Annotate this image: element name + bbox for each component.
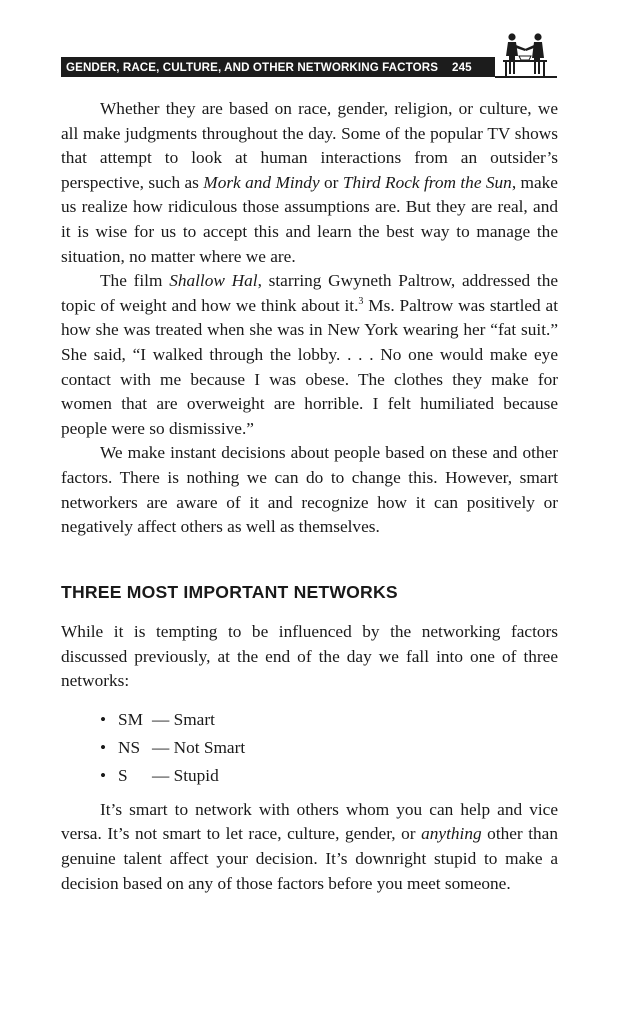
body-text bbox=[61, 97, 558, 540]
list-item bbox=[100, 734, 558, 762]
bullet: • bbox=[100, 737, 107, 757]
networking-handshake-icon bbox=[498, 30, 556, 78]
network-label: — Smart bbox=[152, 709, 215, 729]
paragraph-closing: It’s smart to network with others whom you can help and vice versa. It’s not smart to let race, culture, gender, or anything other than genuine talent affect your decision. It’s downright stupid to make a decision based on any of those factors before you meet someone. bbox=[61, 799, 558, 893]
network-label: — Not Smart bbox=[152, 737, 246, 757]
footnote-ref: 3 bbox=[358, 295, 364, 307]
paragraph-instant-decisions: We make instant decisions about people based on these and other factors. There is nothing we can do to change this. However, smart networkers are aware of it and recognize how it can positively or negatively affect others as well as themselves. bbox=[61, 443, 558, 537]
header-title: GENDER, RACE, CULTURE, AND OTHER NETWORKING FACTORS bbox=[66, 60, 439, 74]
paragraph-shallow-hal: The film Shallow Hal, starring Gwyneth Paltrow, addressed the topic of weight and how we think about it.$^3$ Ms. Paltrow was startled at how she was treated when she was in New York wearing her “fat suit.” She said, “I walked through the lobby. . . . No one would make eye contact with me because I was obese. The clothes they make for women that are overweight are horrible. I felt humiliated because people were so dismissive.” bbox=[61, 271, 559, 438]
network-label: — Stupid bbox=[152, 765, 219, 785]
show-title-mork: Mork and Mindy bbox=[203, 172, 320, 192]
bullet: • bbox=[100, 765, 107, 785]
list-item bbox=[100, 706, 558, 734]
network-code: S bbox=[118, 765, 128, 785]
list-item bbox=[100, 762, 558, 790]
page-number: 245 bbox=[452, 60, 472, 74]
section-intro: While it is tempting to be influenced by the networking factors discussed previously, at the end of the day we fall into one of three networks: bbox=[61, 622, 558, 691]
running-header bbox=[61, 57, 495, 77]
section-heading: THREE MOST IMPORTANT NETWORKS bbox=[61, 582, 398, 602]
emphasis-anything: anything bbox=[421, 824, 482, 844]
bullet: • bbox=[100, 709, 107, 729]
paragraph-judgments: Whether they are based on race, gender, religion, or culture, we all make judgments throughout the day. Some of the popular TV shows that attempt to look at human interactions from an outsider’s perspective, such as Mork and Mindy or Third Rock from the Sun, make us realize how ridiculous those assumptions are. But they are real, and it is wise for us to accept this and learn the best way to manage the situation, no matter where we are. bbox=[61, 99, 558, 266]
film-title: Shallow Hal bbox=[169, 271, 258, 291]
section-text bbox=[61, 620, 558, 896]
network-code: SM bbox=[118, 709, 143, 729]
network-code: NS bbox=[118, 737, 141, 757]
networks-list bbox=[61, 706, 558, 790]
show-title-third-rock: Third Rock from the Sun bbox=[342, 172, 512, 192]
